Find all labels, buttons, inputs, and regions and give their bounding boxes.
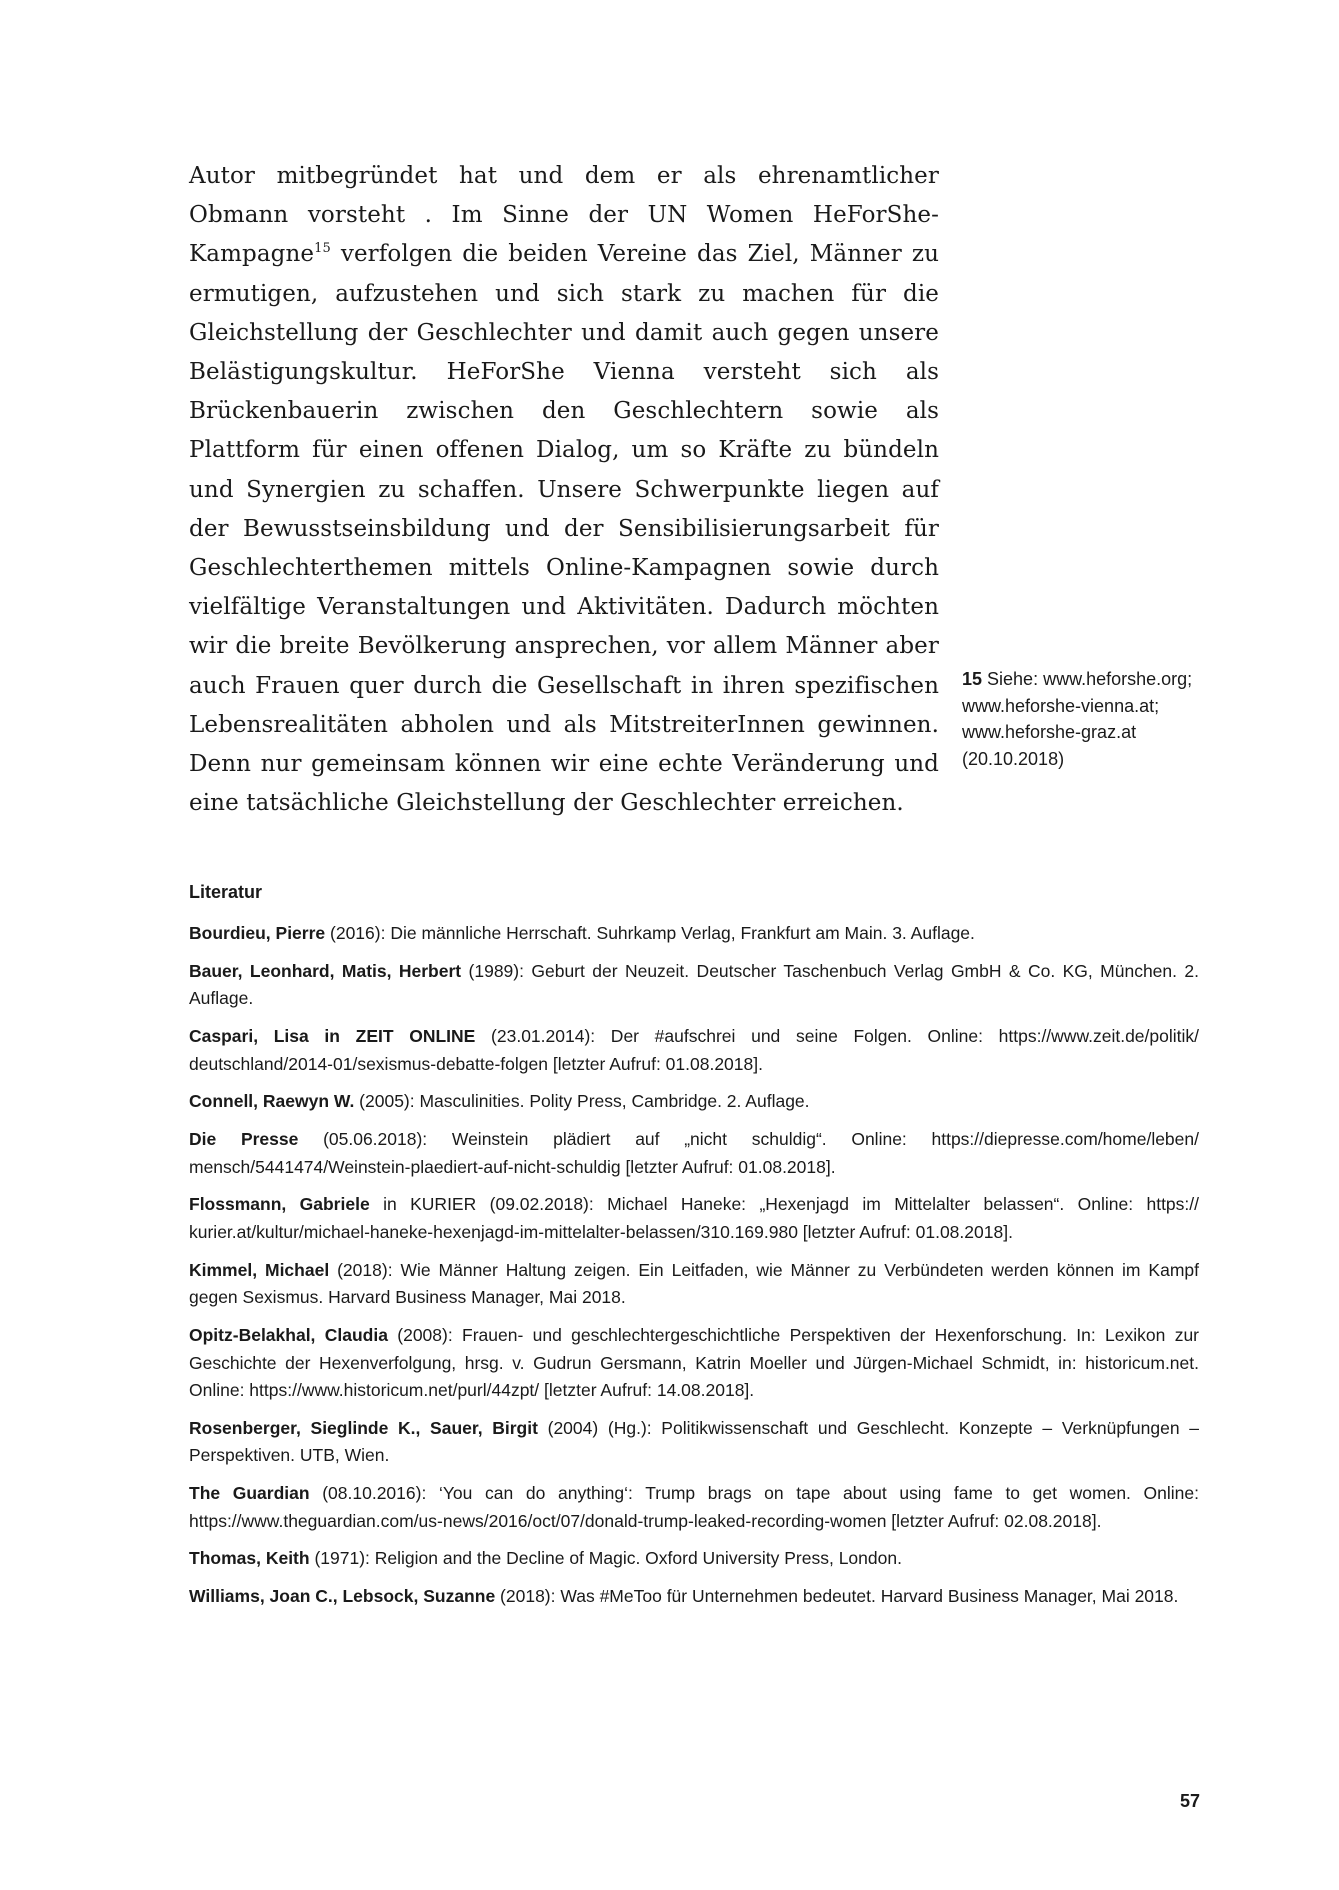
entry-author: The Guardian: [189, 1483, 310, 1504]
entry-author: Bourdieu, Pierre: [189, 923, 326, 943]
body-paragraph: [189, 157, 939, 823]
bibliography-entry: [189, 1088, 1199, 1116]
footnote: [962, 666, 1202, 772]
footnote-reference: 15: [314, 241, 331, 257]
entry-details: (2018): Wie Männer Haltung zeigen. Ein Leitfaden, wie Männer zu Verbündeten werden können im Kampf gegen Sexismus. Harvard Business Manager, Mai 2018.: [189, 1259, 1199, 1308]
bibliography-entry: [189, 1126, 1199, 1181]
bibliography-entry: [189, 920, 1199, 948]
bibliography-entry: [189, 1257, 1199, 1312]
entry-author: Flossmann, Gabriele: [189, 1194, 370, 1215]
bibliography-entry: [189, 1191, 1199, 1246]
entry-details: (08.10.2016): ‘You can do anything‘: Trump brags on tape about using fame to get women. Online: https://www.theguardian.com/us-news/2016/oct/07/donald-trump-leaked-recording-women [letzter Aufruf: 02.08.2018].: [189, 1483, 1200, 1531]
entry-details: (23.01.2014): Der #aufschrei und seine Folgen. Online: https://www.zeit.de/politik/​deutschland/2014-01/sexismus-debatte-folgen [letzter Aufruf: 01.08.2018].: [189, 1026, 1200, 1074]
bibliography-list: [189, 920, 1199, 1621]
bibliography-entry: [189, 1583, 1199, 1611]
entry-details: (2016): Die männliche Herrschaft. Suhrkamp Verlag, Frankfurt am Main. 3. Auflage.: [325, 923, 975, 943]
entry-author: Bauer, Leonhard, Matis, Herbert: [189, 960, 462, 981]
entry-details: (1971): Religion and the Decline of Magic. Oxford University Press, London.: [309, 1548, 902, 1569]
entry-details: (2004) (Hg.): Politikwissenschaft und Geschlecht. Konzepte – Verknüpfungen – Perspektiven. UTB, Wien.: [189, 1417, 1199, 1466]
page-number: 57: [1179, 1791, 1200, 1811]
entry-details: (2005): Masculinities. Polity Press, Cambridge. 2. Auflage.: [354, 1091, 810, 1112]
entry-author: Caspari, Lisa in ZEIT ONLINE: [189, 1026, 476, 1047]
bibliography-entry: [189, 1545, 1199, 1573]
entry-author: Opitz-Belakhal, Claudia: [189, 1325, 388, 1346]
entry-details: in KURIER (09.02.2018): Michael Haneke: „Hexenjagd im Mittelalter belassen“. Online: https://​kurier.at/kultur/michael-haneke-hexenjagd-im-mittelalter-belassen/310.169.980 [letzter Aufruf: 01.08.2018].: [189, 1194, 1200, 1242]
entry-details: (1989): Geburt der Neuzeit. Deutscher Taschenbuch Verlag GmbH & Co. KG, München. 2. Auflage.: [189, 960, 1199, 1009]
bibliography-entry: [189, 958, 1199, 1013]
entry-author: Die Presse: [189, 1129, 299, 1150]
bibliography-entry: [189, 1023, 1199, 1078]
entry-author: Thomas, Keith: [189, 1548, 310, 1569]
entry-details: (2018): Was #MeToo für Unternehmen bedeutet. Harvard Business Manager, Mai 2018.: [495, 1586, 1179, 1607]
bibliography-entry: [189, 1322, 1199, 1405]
body-text-part-2: verfolgen die beiden Vereine das Ziel, Männer zu ermutigen, aufzustehen und sich stark zu machen für die Gleichstellung der Geschlechter und damit auch gegen unsere Belästigungskultur. HeForShe Vienna versteht sich als Brückenbauerin zwischen den Geschlechtern sowie als Plattform für einen offenen Dialog, um so Kräfte zu bündeln und Synergien zu schaffen. Unsere Schwerpunkte liegen auf der Bewusstseinsbildung und der Sensibilisierungsarbeit für Geschlechterthemen mittels Online-Kampagnen sowie durch vielfältige Veranstaltungen und Aktivitäten. Dadurch möchten wir die breite Bevölkerung ansprechen, vor allem Männer aber auch Frauen quer durch die Gesellschaft in ihren spezifischen Lebensrealitäten abholen und als MitstreiterInnen gewinnen. Denn nur gemeinsam können wir eine echte Veränderung und eine tatsächliche Gleichstellung der Geschlechter erreichen.: [189, 241, 939, 817]
bibliography-entry: [189, 1415, 1199, 1470]
footnote-text: Siehe: www.heforshe.org; www.heforshe-vienna.at; www.heforshe-graz.at (20.10.2018): [962, 669, 1193, 769]
bibliography-entry: [189, 1480, 1199, 1535]
footnote-number: 15: [962, 669, 983, 689]
entry-details: (2008): Frauen- und geschlechtergeschichtliche Perspektiven der Hexenforschung. In: Lexikon zur Geschichte der Hexenverfolgung, hrsg. v. Gudrun Gersmann, Katrin Moeller und Jürgen-Michael Schmidt, in: historicum.​net. Online: https://www.historicum.net/purl/44zpt/ [letzter Aufruf: 14.08.2018].: [189, 1325, 1199, 1401]
entry-author: Rosenberger, Sieglinde K., Sauer, Birgit: [189, 1417, 538, 1438]
body-text-part-1: Autor mitbegründet hat und dem er als ehrenamtlicher Obmann vorsteht . Im Sinne der UN Women HeForShe-Kampagne: [189, 163, 939, 268]
literature-heading: Literatur: [189, 882, 263, 902]
entry-author: Kimmel, Michael: [189, 1259, 330, 1280]
entry-author: Connell, Raewyn W.: [189, 1091, 355, 1112]
entry-details: (05.06.2018): Weinstein plädiert auf „nicht schuldig“. Online: https://diepresse.com/home/leben/​mensch/5441474/Weinstein-plaediert-auf-nicht-schuldig [letzter Aufruf: 01.08.2018].: [189, 1129, 1199, 1177]
entry-author: Williams, Joan C., Lebsock, Suzanne: [189, 1586, 496, 1607]
